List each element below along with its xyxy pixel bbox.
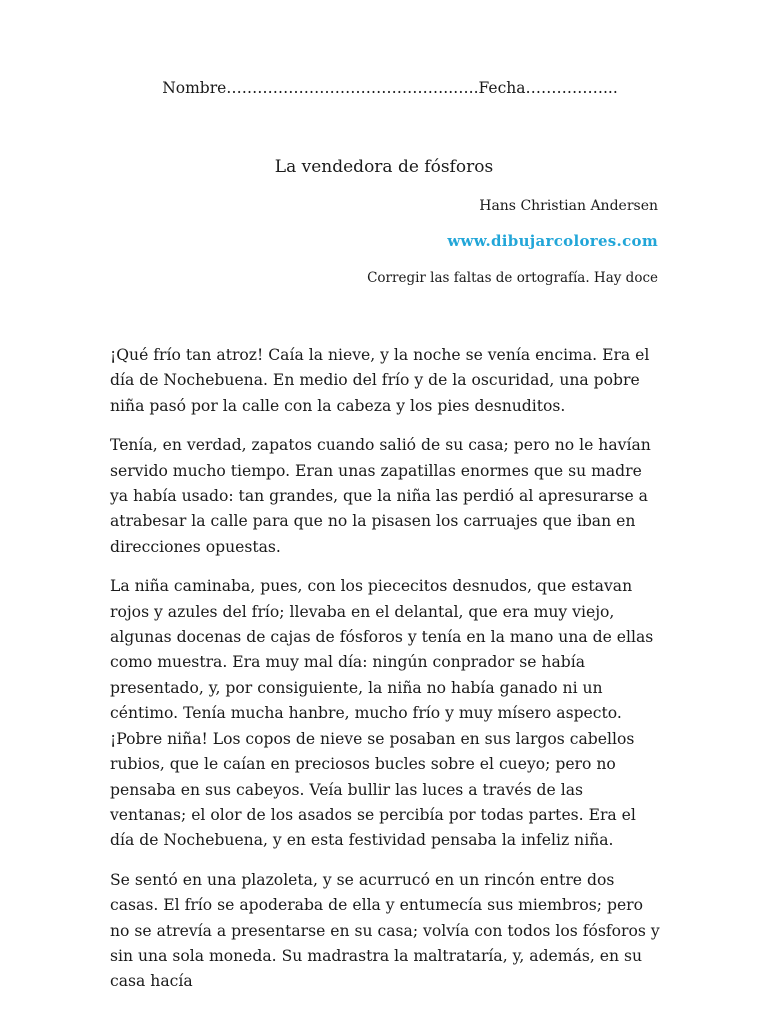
name-date-line: Nombre……………………………………..…..Fecha……………... xyxy=(162,79,618,97)
paragraph: ¡Qué frío tan atroz! Caía la nieve, y la noche se venía encima. Era el día de Nochebuena. En medio del frío y de la oscuridad, una pobre niña pasó por la calle con la cabeza y los pies desnuditos. xyxy=(110,346,650,415)
story-body xyxy=(110,343,662,1009)
website-link[interactable]: www.dibujarcolores.com xyxy=(447,232,658,250)
instruction-text: Corregir las faltas de ortografía. Hay doce xyxy=(367,270,658,286)
author-name: Hans Christian Andersen xyxy=(479,198,658,214)
paragraph: La niña caminaba, pues, con los piececitos desnudos, que estavan rojos y azules del frío; llevaba en el delantal, que era muy viejo, algunas docenas de cajas de fósforos y tenía en la mano una de ellas como muestra. Era muy mal día: ningún conprador se había presentado, y, por consiguiente, la niña no había ganado ni un céntimo. Tenía mucha hanbre, mucho frío y muy mísero aspecto. ¡Pobre niña! Los copos de nieve se posaban en sus largos cabellos rubios, que le caían en preciosos bucles sobre el cueyo; pero no pensaba en sus cabeyos. Veía bullir las luces a través de las ventanas; el olor de los asados se percibía por todas partes. Era el día de Nochebuena, y en esta festividad pensaba la infeliz niña. xyxy=(110,577,654,850)
story-title: La vendedora de fósforos xyxy=(274,157,494,177)
paragraph: Tenía, en verdad, zapatos cuando salió de su casa; pero no le havían servido mucho tiempo. Eran unas zapatillas enormes que su madre ya había usado: tan grandes, que la niña las perdió al apresurarse a atrabesar la calle para que no la pisasen los carruajes que iban en direcciones opuestas. xyxy=(110,436,651,556)
paragraph: Se sentó en una plazoleta, y se acurrucó en un rincón entre dos casas. El frío se apoderaba de ella y entumecía sus miembros; pero no se atrevía a presentarse en su casa; volvía con todos los fósforos y sin una sola moneda. Su madrastra la maltrataría, y, además, en su casa hacía xyxy=(110,870,660,991)
